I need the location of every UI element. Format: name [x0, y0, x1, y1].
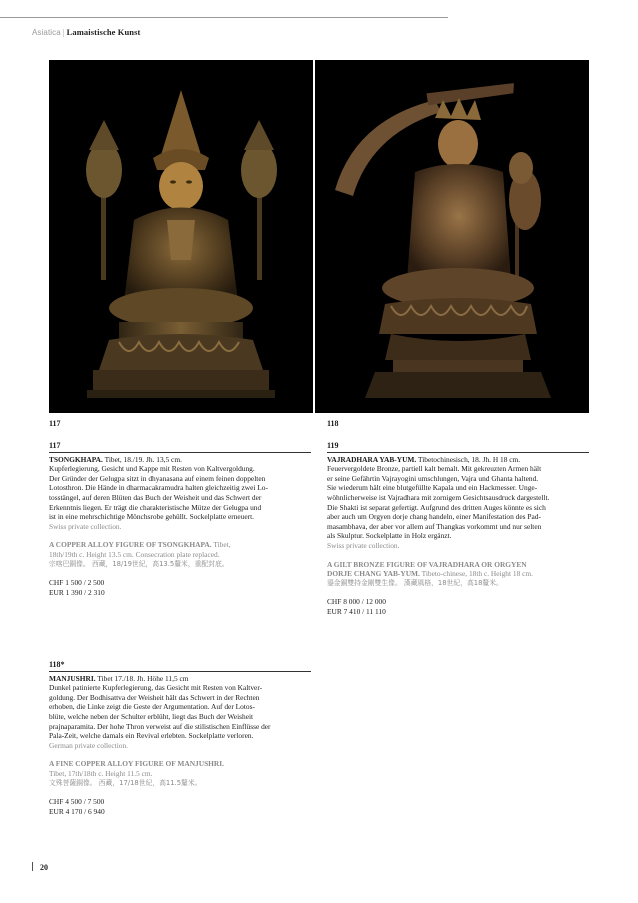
lot-number: 117 — [49, 441, 61, 450]
lot-title: TSONGKHAPA. — [49, 454, 103, 464]
lot-heading — [49, 674, 311, 684]
lot-entry-118 — [49, 660, 311, 816]
description-line: Erkenntnis liegen. Er trägt die charakteristische Mütze der Gelugpa und — [49, 502, 262, 512]
english-title: A FINE COPPER ALLOY FIGURE OF MANJUSHRI. — [49, 759, 224, 769]
lot-entry-117 — [49, 441, 311, 597]
description-line: Feuervergoldete Bronze, partiell kalt bemalt. Mit gekreuzten Armen hält — [327, 464, 542, 474]
vajradhara-figure-image — [315, 60, 589, 413]
lot-meta: Tibet 17./18. Jh. Höhe 11,5 cm — [97, 673, 189, 683]
lot-heading — [327, 455, 589, 465]
price-eur: EUR 4 170 / 6 940 — [49, 806, 105, 816]
price-eur: EUR 1 390 / 2 310 — [49, 587, 105, 597]
price-chf: CHF 8 000 / 12 000 — [327, 597, 386, 607]
description-line: wöhnlicherweise ist Vajradhara mit zornigem Gesichtsausdruck dargestellt. — [327, 492, 550, 502]
description-line: tosstängel, auf deren Blüten das Buch der Weisheit und das Schwert der — [49, 492, 262, 502]
price-chf: CHF 1 500 / 2 500 — [49, 578, 105, 588]
lot-rule — [327, 452, 589, 453]
english-meta: Tibet, — [213, 540, 231, 550]
photo-caption-right: 118 — [327, 419, 339, 428]
description-line: Die Shakti ist separat gefertigt. Aufgrund des dritten Auges könnte es sich — [327, 502, 546, 512]
section-name: Asiatica — [32, 28, 61, 37]
lot-entry-119 — [327, 441, 589, 617]
lot-rule — [49, 671, 311, 672]
lot-provenance: German private collection. — [49, 740, 129, 750]
photo-lot-117 — [49, 60, 313, 413]
lot-title: VAJRADHARA YAB-YUM. — [327, 454, 417, 464]
description-line: Pala-Zeit, welche damals ein Revival erlebten. Sockelplatte verloren. — [49, 731, 254, 741]
header-rule — [0, 17, 448, 18]
description-line: Dunkel patinierte Kupferlegierung, das Gesicht mit Resten von Kaltver- — [49, 683, 263, 693]
english-title: A GILT BRONZE FIGURE OF VAJRADHARA OR ORGYEN — [327, 559, 527, 569]
chinese-description: 宗喀巴銅像。 西藏，18/19世紀，高13.5釐米，重配封底。 — [49, 559, 229, 568]
lot-provenance: Swiss private collection. — [49, 521, 122, 531]
description-line: Lotosthron. Die Hände in dharmacakramudra halten gleichzeitig zwei Lo- — [49, 483, 268, 493]
photo-lot-118 — [315, 60, 589, 413]
lot-english — [49, 540, 311, 559]
description-line: aber auch um Orgyen dorje chang handeln, einer Manifestation des Pad- — [327, 512, 541, 522]
lot-number: 119 — [327, 441, 339, 450]
english-meta-line: Tibet, 17th/18th c. Height 11.5 cm. — [49, 768, 153, 778]
english-title-cont: DORJE CHANG YAB-YUM. — [327, 569, 420, 579]
running-header — [32, 27, 140, 37]
lot-provenance: Swiss private collection. — [327, 540, 400, 550]
price-chf: CHF 4 500 / 7 500 — [49, 797, 105, 807]
lot-description — [49, 464, 311, 522]
lot-heading — [49, 455, 311, 465]
lot-description — [327, 464, 589, 541]
chinese-description: 鎏金銅雙持金剛雙生像。 漢藏風格，18世紀，高18釐米。 — [327, 578, 503, 587]
lot-rule — [49, 452, 311, 453]
description-line: prajnaparamita. Der hohe Thron verweist auf die stilistischen Einflüsse der — [49, 721, 271, 731]
lot-description — [49, 683, 311, 741]
lot-number: 118* — [49, 660, 65, 669]
lot-english — [49, 759, 311, 778]
lot-meta: Tibet, 18./19. Jh. 13,5 cm. — [104, 454, 182, 464]
description-line: blüte, welche neben der Schulter erblüht, liegt das Buch der Weisheit — [49, 711, 254, 721]
footer-bar — [32, 862, 33, 871]
tsongkhapa-figure-image — [49, 60, 313, 413]
description-line: Sie wiederum hält eine blutgefüllte Kapala und ein Hackmesser. Unge- — [327, 483, 538, 493]
price-eur: EUR 7 410 / 11 110 — [327, 606, 386, 616]
chinese-description: 文殊菩薩銅像。 西藏，17/18世紀，高11.5釐米。 — [49, 778, 202, 787]
english-meta-line: 18th/19th c. Height 13.5 cm. Consecration plate replaced. — [49, 549, 220, 559]
description-line: erhoben, die Linke zeigt die Geste der Argumentation. Auf der Lotos- — [49, 702, 255, 712]
description-line: ist in eine mehrschichtige Mönchsrobe gehüllt. Sockelplatte erneuert. — [49, 512, 255, 522]
page-number: 20 — [40, 863, 48, 872]
english-title: A COPPER ALLOY FIGURE OF TSONGKHAPA. — [49, 540, 212, 550]
section-title: Lamaistische Kunst — [66, 27, 141, 37]
lot-meta: Tibetochinesisch, 18. Jh. H 18 cm. — [417, 454, 521, 464]
page-footer — [32, 862, 48, 872]
lot-title: MANJUSHRI. — [49, 673, 96, 683]
photo-caption-left: 117 — [49, 419, 61, 428]
lot-english — [327, 560, 589, 579]
description-line: goldung. Der Bodhisattva der Weisheit hält das Schwert in der Rechten — [49, 692, 260, 702]
description-line: Der Gründer der Gelugpa sitzt in dhyanasana auf einem feinen doppelten — [49, 473, 266, 483]
description-line: als Skulptur. Sockelplatte in Holz ergänzt. — [327, 531, 452, 541]
description-line: masambhava, der aber vor allem auf Thangkas vorkommt und nur selten — [327, 521, 542, 531]
description-line: Kupferlegierung, Gesicht und Kappe mit Resten von Kaltvergoldung. — [49, 464, 255, 474]
english-meta: Tibeto-chinese, 18th c. Height 18 cm. — [421, 569, 533, 579]
header-separator: | — [62, 27, 65, 37]
description-line: er seine Gefährtin Vajrayogini umschlungen, Vajra und Ghanta haltend. — [327, 473, 539, 483]
